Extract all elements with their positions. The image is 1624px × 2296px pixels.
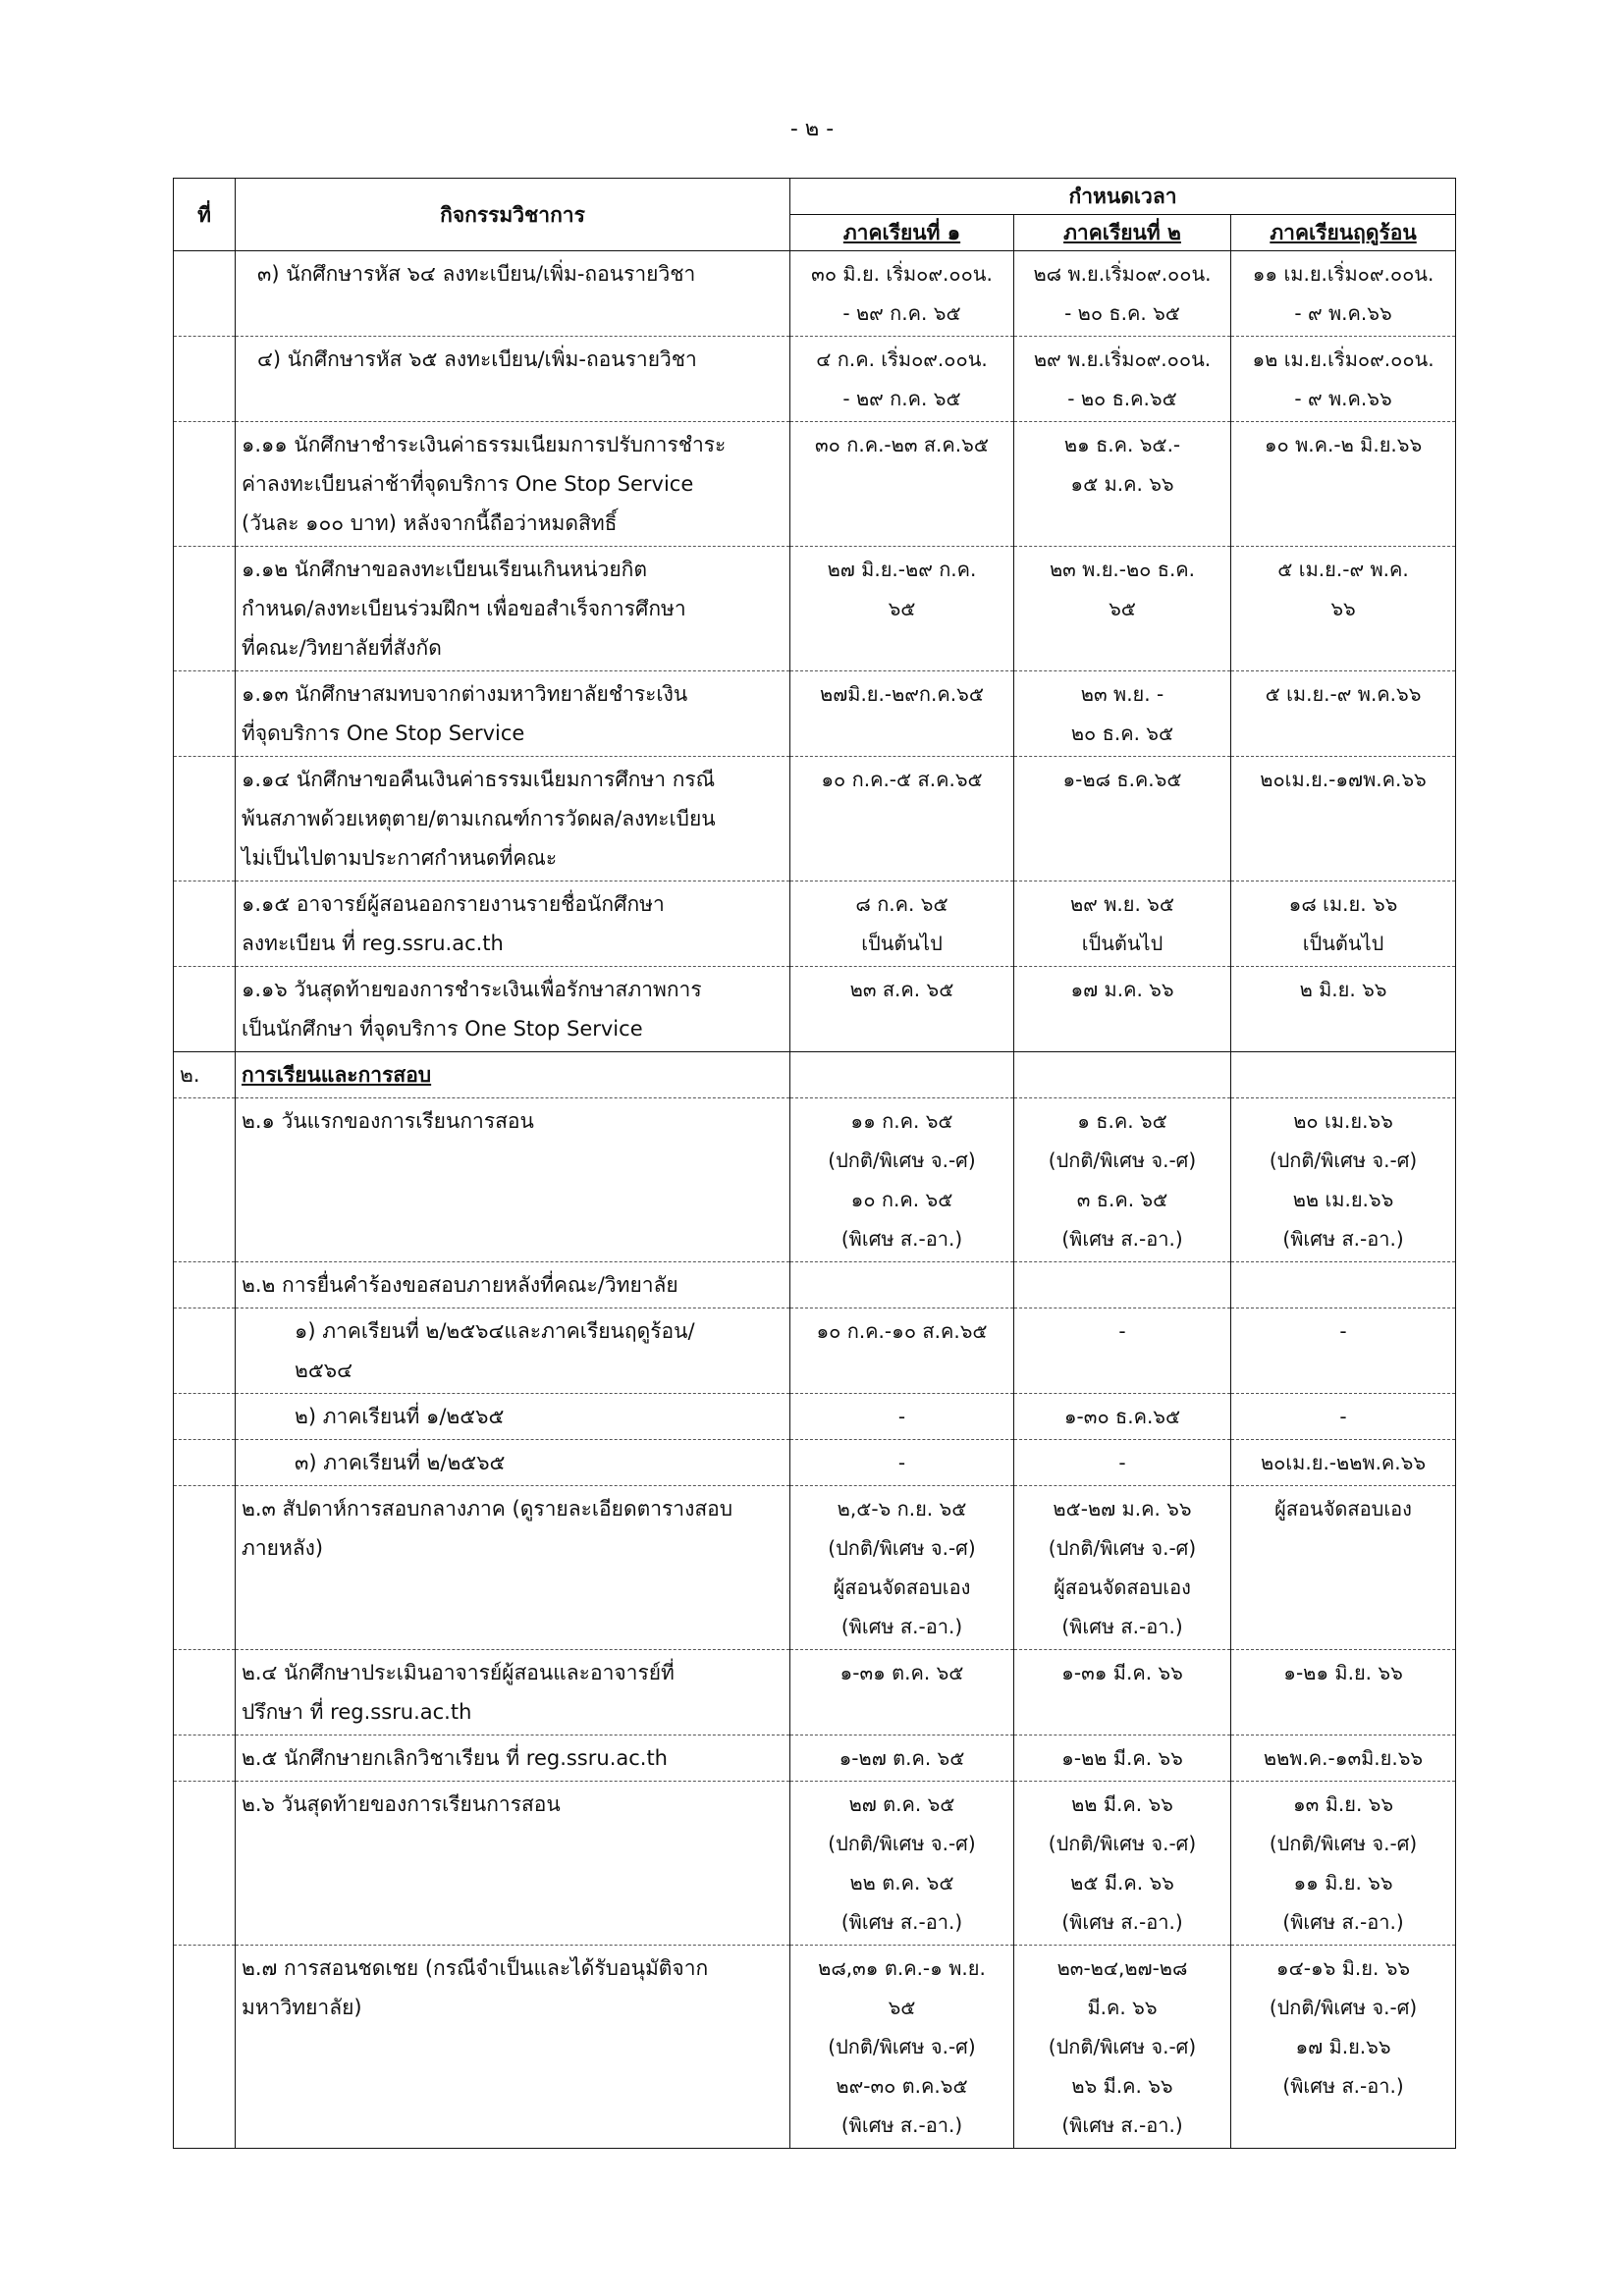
summer-date [1231, 1946, 1456, 2149]
date-line: ๓ ธ.ค. ๖๕ [1076, 1188, 1168, 1211]
activity-line: ๒๕๖๔ [295, 1359, 352, 1382]
section-title [236, 1052, 790, 1098]
date-line: ๖๕ [888, 597, 916, 620]
table-row [174, 1262, 1456, 1308]
summer-date [1231, 1052, 1456, 1098]
activity-line: ๓) ภาคเรียนที่ ๒/๒๕๖๕ [295, 1451, 506, 1474]
row-number [174, 1486, 236, 1650]
table-row [174, 881, 1456, 967]
activity-cell [236, 967, 790, 1052]
activity-line: ๑.๑๖ วันสุดท้ายของการชำระเงินเพื่อรักษาสภาพการ [242, 978, 702, 1001]
date-line: (ปกติ/พิเศษ จ.-ศ) [1269, 1996, 1418, 2019]
row-number [174, 1098, 236, 1262]
row-number [174, 757, 236, 881]
summer-date [1231, 1262, 1456, 1308]
date-line: - ๒๙ ก.ค. ๖๕ [842, 387, 961, 410]
row-number [174, 1782, 236, 1946]
date-line: ๘ ก.ค. ๖๕ [855, 892, 948, 916]
term-1-date [790, 1440, 1014, 1486]
term-2-date [1014, 757, 1231, 881]
term-2-date [1014, 1440, 1231, 1486]
date-line: ๒๘ พ.ย.เริ่ม๐๙.๐๐น. [1033, 262, 1212, 286]
table-row [174, 1440, 1456, 1486]
activity-line: เป็นนักศึกษา ที่จุดบริการ One Stop Service [242, 1017, 643, 1041]
summer-date [1231, 1486, 1456, 1650]
date-line: (ปกติ/พิเศษ จ.-ศ) [1048, 1148, 1197, 1172]
date-line: ๒๗มิ.ย.-๒๙ก.ค.๖๕ [820, 682, 984, 706]
table-row [174, 757, 1456, 881]
date-line: ผู้สอนจัดสอบเอง [833, 1575, 971, 1599]
term-2-date [1014, 671, 1231, 757]
summer-date [1231, 1308, 1456, 1394]
row-number [174, 251, 236, 337]
term-1-date [790, 1394, 1014, 1440]
activity-line: ที่จุดบริการ One Stop Service [242, 721, 525, 745]
date-line: (ปกติ/พิเศษ จ.-ศ) [1048, 2035, 1197, 2058]
term-2-date [1014, 1098, 1231, 1262]
date-line: - ๒๙ ก.ค. ๖๕ [842, 301, 961, 325]
date-line: (พิเศษ ส.-อา.) [1061, 1615, 1183, 1638]
date-line: (พิเศษ ส.-อา.) [1061, 1227, 1183, 1251]
activity-line: ๑.๑๕ อาจารย์ผู้สอนออกรายงานรายชื่อนักศึกษา [242, 892, 665, 916]
date-line: ๒๐เม.ย.-๑๗พ.ค.๖๖ [1260, 768, 1427, 791]
row-number: ๒. [174, 1052, 236, 1098]
term-1-date [790, 1782, 1014, 1946]
date-line: ๒,๕-๖ ก.ย. ๖๕ [837, 1497, 967, 1521]
activity-line: มหาวิทยาลัย) [242, 1996, 362, 2019]
table-row [174, 671, 1456, 757]
term-2-date [1014, 1650, 1231, 1735]
date-line: ๑๔-๑๖ มิ.ย. ๖๖ [1275, 1956, 1411, 1980]
summer-date [1231, 757, 1456, 881]
table-row [174, 251, 1456, 337]
date-line: ๒๒ มี.ค. ๖๖ [1071, 1792, 1173, 1816]
date-line: ๒๒พ.ค.-๑๓มิ.ย.๖๖ [1263, 1746, 1424, 1770]
date-line: ๒๐ ธ.ค. ๖๕ [1070, 721, 1174, 745]
date-line: - [1339, 1319, 1347, 1343]
date-line: ๒๘,๓๑ ต.ค.-๑ พ.ย. [818, 1956, 986, 1980]
date-line: ๑๐ พ.ค.-๒ มิ.ย.๖๖ [1264, 433, 1423, 456]
activity-line: ไม่เป็นไปตามประกาศกำหนดที่คณะ [242, 846, 558, 870]
summer-date [1231, 1650, 1456, 1735]
date-line: (ปกติ/พิเศษ จ.-ศ) [1269, 1148, 1418, 1172]
activity-line: ๒.๒ การยื่นคำร้องขอสอบภายหลังที่คณะ/วิทยาลัย [242, 1273, 678, 1297]
term-2-date [1014, 881, 1231, 967]
date-line: ๑๐ ก.ค. ๖๕ [850, 1188, 953, 1211]
date-line: ๑๗ ม.ค. ๖๖ [1070, 978, 1174, 1001]
activity-cell [236, 1098, 790, 1262]
date-line: ๑๗ มิ.ย.๖๖ [1295, 2035, 1391, 2058]
term-2-date [1014, 1782, 1231, 1946]
activity-cell [236, 1650, 790, 1735]
table-row [174, 1782, 1456, 1946]
activity-line: ๓) นักศึกษารหัส ๖๔ ลงทะเบียน/เพิ่ม-ถอนรายวิชา [257, 262, 696, 286]
date-line: ๒๓ พ.ย.-๒๐ ธ.ค. [1049, 558, 1196, 581]
term-2-date [1014, 1052, 1231, 1098]
date-line: ๑๘ เม.ย. ๖๖ [1288, 892, 1398, 916]
term-2-date [1014, 1308, 1231, 1394]
term-1-date [790, 1486, 1014, 1650]
date-line: (พิเศษ ส.-อา.) [1282, 2074, 1404, 2098]
date-line: มี.ค. ๖๖ [1087, 1996, 1158, 2019]
activity-cell [236, 251, 790, 337]
activity-cell [236, 671, 790, 757]
activity-line: ปรึกษา ที่ reg.ssru.ac.th [242, 1700, 472, 1724]
date-line: ๒๐ เม.ย.๖๖ [1293, 1109, 1393, 1133]
term-1-date [790, 967, 1014, 1052]
date-line: ๓๐ มิ.ย. เริ่ม๐๙.๐๐น. [811, 262, 993, 286]
date-line: ๖๕ [888, 1996, 916, 2019]
date-line: ๖๖ [1330, 597, 1356, 620]
term-2-date [1014, 1486, 1231, 1650]
activity-line: พ้นสภาพด้วยเหตุตาย/ตามเกณฑ์การวัดผล/ลงทะเบียน [242, 807, 716, 830]
date-line: ๒๗ มิ.ย.-๒๙ ก.ค. [827, 558, 977, 581]
date-line: ๑-๓๐ ธ.ค.๖๕ [1063, 1405, 1181, 1428]
term-1-date [790, 1946, 1014, 2149]
header-schedule: กำหนดเวลา [790, 179, 1456, 215]
date-line: ๒๖ มี.ค. ๖๖ [1071, 2074, 1173, 2098]
term-2-date [1014, 1262, 1231, 1308]
term-2-date [1014, 967, 1231, 1052]
summer-date [1231, 422, 1456, 547]
activity-line: ลงทะเบียน ที่ reg.ssru.ac.th [242, 932, 504, 955]
table-row [174, 422, 1456, 547]
row-number [174, 547, 236, 671]
date-line: ๑๑ ก.ค. ๖๕ [850, 1109, 953, 1133]
date-line: ๑-๓๑ ต.ค. ๖๕ [839, 1661, 964, 1684]
activity-line: ๑.๑๒ นักศึกษาขอลงทะเบียนเรียนเกินหน่วยกิต [242, 558, 647, 581]
activity-line: ๒.๗ การสอนชดเชย (กรณีจำเป็นและได้รับอนุมัติจาก [242, 1956, 709, 1980]
table-row [174, 1650, 1456, 1735]
date-line: (ปกติ/พิเศษ จ.-ศ) [1048, 1536, 1197, 1560]
date-line: (ปกติ/พิเศษ จ.-ศ) [828, 1536, 976, 1560]
date-line: - [897, 1451, 906, 1474]
date-line: ผู้สอนจัดสอบเอง [1274, 1497, 1412, 1521]
activity-line: ๑.๑๓ นักศึกษาสมทบจากต่างมหาวิทยาลัยชำระเงิน [242, 682, 688, 706]
activity-cell [236, 1440, 790, 1486]
date-line: ๑๐ ก.ค.-๕ ส.ค.๖๕ [821, 768, 983, 791]
table-row [174, 1052, 1456, 1098]
term-1-date [790, 757, 1014, 881]
date-line: ๑-๒๑ มิ.ย. ๖๖ [1283, 1661, 1403, 1684]
date-line: ๑ ธ.ค. ๖๕ [1077, 1109, 1167, 1133]
date-line: ๕ เม.ย.-๙ พ.ค. [1277, 558, 1409, 581]
activity-line: ๒.๑ วันแรกของการเรียนการสอน [242, 1109, 534, 1133]
activity-line: ที่คณะ/วิทยาลัยที่สังกัด [242, 636, 442, 660]
date-line: ๑๐ ก.ค.-๑๐ ส.ค.๖๕ [816, 1319, 988, 1343]
date-line: ๑-๒๘ ธ.ค.๖๕ [1062, 768, 1182, 791]
table-row [174, 1308, 1456, 1394]
summer-date [1231, 671, 1456, 757]
table-row [174, 1486, 1456, 1650]
row-number [174, 422, 236, 547]
term-1-date [790, 547, 1014, 671]
date-line: (พิเศษ ส.-อา.) [840, 1227, 963, 1251]
activity-cell [236, 337, 790, 422]
header-activity: กิจกรรมวิชาการ [236, 179, 790, 251]
date-line: - ๒๐ ธ.ค. ๖๕ [1064, 301, 1180, 325]
activity-cell [236, 1262, 790, 1308]
row-number [174, 881, 236, 967]
activity-cell [236, 1486, 790, 1650]
date-line: (พิเศษ ส.-อา.) [1061, 2113, 1183, 2137]
term-1-date [790, 251, 1014, 337]
date-line: ๒๑ ธ.ค. ๖๕.- [1063, 433, 1181, 456]
row-number [174, 1394, 236, 1440]
activity-line: การเรียนและการสอบ [242, 1063, 432, 1087]
term-1-date [790, 1052, 1014, 1098]
activity-cell [236, 881, 790, 967]
date-line: (พิเศษ ส.-อา.) [1282, 1910, 1404, 1934]
activity-line: (วันละ ๑๐๐ บาท) หลังจากนี้ถือว่าหมดสิทธิ์ [242, 511, 618, 535]
activity-line: ๒) ภาคเรียนที่ ๑/๒๕๖๕ [295, 1405, 505, 1428]
header-no: ที่ [174, 179, 236, 251]
term-1-date [790, 881, 1014, 967]
date-line: ๒ มิ.ย. ๖๖ [1299, 978, 1387, 1001]
table-row [174, 337, 1456, 422]
row-number [174, 1440, 236, 1486]
activity-line: ๔) นักศึกษารหัส ๖๕ ลงทะเบียน/เพิ่ม-ถอนรายวิชา [257, 347, 697, 371]
date-line: ๑-๒๒ มี.ค. ๖๖ [1061, 1746, 1183, 1770]
term-2-date [1014, 1735, 1231, 1782]
activity-line: ๒.๔ นักศึกษาประเมินอาจารย์ผู้สอนและอาจารย์ที่ [242, 1661, 675, 1684]
activity-line: ๑) ภาคเรียนที่ ๒/๒๕๖๔และภาคเรียนฤดูร้อน/ [295, 1319, 695, 1343]
term-1-date [790, 422, 1014, 547]
term-1-date [790, 1098, 1014, 1262]
date-line: - ๙ พ.ค.๖๖ [1294, 387, 1392, 410]
date-line: - [1118, 1319, 1126, 1343]
row-number [174, 1308, 236, 1394]
date-line: ๒๓-๒๔,๒๗-๒๘ [1056, 1956, 1188, 1980]
date-line: ๒๙ พ.ย.เริ่ม๐๙.๐๐น. [1033, 347, 1212, 371]
summer-date [1231, 251, 1456, 337]
table-row [174, 1394, 1456, 1440]
date-line: ๒๓ พ.ย. - [1080, 682, 1164, 706]
date-line: - ๒๐ ธ.ค.๖๕ [1067, 387, 1177, 410]
row-number [174, 1262, 236, 1308]
page-number: - ๒ - [789, 117, 835, 141]
date-line: ๒๕-๒๗ ม.ค. ๖๖ [1053, 1497, 1192, 1521]
table-body [174, 251, 1456, 2149]
term-2-date [1014, 251, 1231, 337]
date-line: ๑๒ เม.ย.เริ่ม๐๙.๐๐น. [1252, 347, 1435, 371]
row-number [174, 337, 236, 422]
date-line: ๑๑ มิ.ย. ๖๖ [1293, 1871, 1393, 1895]
date-line: (ปกติ/พิเศษ จ.-ศ) [828, 2035, 976, 2058]
term-1-date [790, 671, 1014, 757]
term-1-date [790, 1650, 1014, 1735]
row-number [174, 1946, 236, 2149]
date-line: (ปกติ/พิเศษ จ.-ศ) [1048, 1832, 1197, 1855]
table-row [174, 1098, 1456, 1262]
date-line: - ๙ พ.ค.๖๖ [1294, 301, 1392, 325]
term-1-date [790, 1308, 1014, 1394]
summer-date [1231, 1782, 1456, 1946]
date-line: เป็นต้นไป [861, 932, 943, 955]
date-line: (พิเศษ ส.-อา.) [1282, 1227, 1404, 1251]
activity-cell [236, 1308, 790, 1394]
term-2-date [1014, 1946, 1231, 2149]
term-2-date [1014, 337, 1231, 422]
date-line: (ปกติ/พิเศษ จ.-ศ) [1269, 1832, 1418, 1855]
row-number [174, 967, 236, 1052]
date-line: เป็นต้นไป [1302, 932, 1384, 955]
header-term-2: ภาคเรียนที่ ๒ [1014, 215, 1231, 251]
summer-date [1231, 1394, 1456, 1440]
activity-cell [236, 757, 790, 881]
date-line: ๔ ก.ค. เริ่ม๐๙.๐๐น. [816, 347, 988, 371]
term-2-date [1014, 422, 1231, 547]
activity-cell [236, 1946, 790, 2149]
activity-line: ๒.๕ นักศึกษายกเลิกวิชาเรียน ที่ reg.ssru.ac.th [242, 1746, 668, 1770]
date-line: (พิเศษ ส.-อา.) [840, 1910, 963, 1934]
date-line: ๒๕ มี.ค. ๖๖ [1070, 1871, 1174, 1895]
date-line: ๒๐เม.ย.-๒๒พ.ค.๖๖ [1260, 1451, 1427, 1474]
term-1-date [790, 1262, 1014, 1308]
summer-date [1231, 547, 1456, 671]
row-number [174, 671, 236, 757]
row-number [174, 1735, 236, 1782]
term-2-date [1014, 547, 1231, 671]
table-row [174, 1946, 1456, 2149]
activity-line: ๑.๑๑ นักศึกษาชำระเงินค่าธรรมเนียมการปรับการชำระ [242, 433, 727, 456]
date-line: ๑-๒๗ ต.ค. ๖๕ [839, 1746, 965, 1770]
date-line: ๕ เม.ย.-๙ พ.ค.๖๖ [1265, 682, 1422, 706]
date-line: ๒๙-๓๐ ต.ค.๖๕ [836, 2074, 968, 2098]
academic-calendar-table [173, 178, 1456, 2149]
date-line: เป็นต้นไป [1081, 932, 1164, 955]
activity-cell [236, 1735, 790, 1782]
date-line: ๑๑ เม.ย.เริ่ม๐๙.๐๐น. [1252, 262, 1435, 286]
summer-date [1231, 1440, 1456, 1486]
date-line: - [897, 1405, 906, 1428]
activity-line: กำหนด/ลงทะเบียนร่วมฝึกฯ เพื่อขอสำเร็จการศึกษา [242, 597, 686, 620]
summer-date [1231, 881, 1456, 967]
term-1-date [790, 1735, 1014, 1782]
date-line: ๖๕ [1109, 597, 1136, 620]
date-line: (ปกติ/พิเศษ จ.-ศ) [828, 1148, 976, 1172]
date-line: ๒๒ ต.ค. ๖๕ [849, 1871, 954, 1895]
row-number [174, 1650, 236, 1735]
date-line: ๑-๓๑ มี.ค. ๖๖ [1061, 1661, 1183, 1684]
summer-date [1231, 337, 1456, 422]
date-line: - [1118, 1451, 1126, 1474]
date-line: ๑๕ ม.ค. ๖๖ [1070, 472, 1174, 496]
summer-date [1231, 1735, 1456, 1782]
date-line: ๑๓ มิ.ย. ๖๖ [1292, 1792, 1394, 1816]
date-line: ๓๐ ก.ค.-๒๓ ส.ค.๖๕ [814, 433, 989, 456]
summer-date [1231, 967, 1456, 1052]
date-line: ๒๗ ต.ค. ๖๕ [848, 1792, 955, 1816]
activity-cell [236, 547, 790, 671]
date-line: (ปกติ/พิเศษ จ.-ศ) [828, 1832, 976, 1855]
activity-line: ๒.๓ สัปดาห์การสอบกลางภาค (ดูรายละเอียดตารางสอบ [242, 1497, 733, 1521]
summer-date [1231, 1098, 1456, 1262]
date-line: ๒๙ พ.ย. ๖๕ [1070, 892, 1174, 916]
table-row [174, 547, 1456, 671]
activity-cell [236, 422, 790, 547]
table-row [174, 1735, 1456, 1782]
date-line: - [1339, 1405, 1347, 1428]
activity-line: ภายหลัง) [242, 1536, 324, 1560]
activity-line: ๑.๑๔ นักศึกษาขอคืนเงินค่าธรรมเนียมการศึกษา กรณี [242, 768, 716, 791]
table-row [174, 967, 1456, 1052]
date-line: (พิเศษ ส.-อา.) [840, 1615, 963, 1638]
date-line: ๒๓ ส.ค. ๖๕ [849, 978, 954, 1001]
date-line: ผู้สอนจัดสอบเอง [1054, 1575, 1191, 1599]
header-term-summer: ภาคเรียนฤดูร้อน [1231, 215, 1456, 251]
term-1-date [790, 337, 1014, 422]
date-line: (พิเศษ ส.-อา.) [1061, 1910, 1183, 1934]
term-2-date [1014, 1394, 1231, 1440]
activity-cell [236, 1782, 790, 1946]
header-term-1: ภาคเรียนที่ ๑ [790, 215, 1014, 251]
activity-line: ค่าลงทะเบียนล่าช้าที่จุดบริการ One Stop Service [242, 472, 694, 496]
activity-cell [236, 1394, 790, 1440]
activity-line: ๒.๖ วันสุดท้ายของการเรียนการสอน [242, 1792, 561, 1816]
date-line: ๒๒ เม.ย.๖๖ [1292, 1188, 1394, 1211]
date-line: (พิเศษ ส.-อา.) [840, 2113, 963, 2137]
